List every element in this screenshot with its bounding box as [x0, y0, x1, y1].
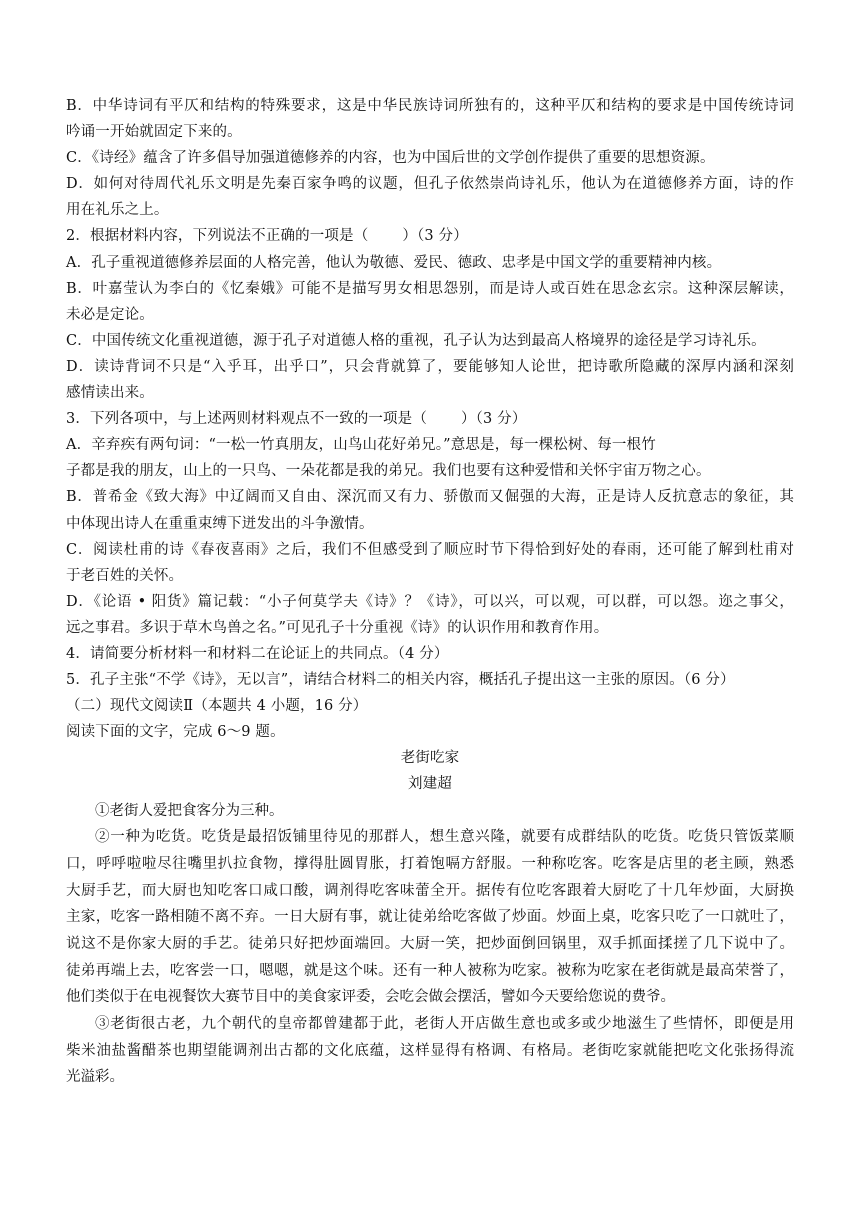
- question-3-stem: 3．下列各项中，与上述两则材料观点不一致的一项是（: [66, 411, 427, 428]
- question-2-score: ）（3 分）: [402, 228, 468, 245]
- paragraph-2-line: 他们类似于在电视餐饮大赛节目中的美食家评委，会吃会做会摆活，譬如今天要给您说的费爷。: [66, 989, 675, 1006]
- q3-option-c-line-2: 于老百姓的关怀。: [66, 567, 184, 584]
- option-b-line-1: B．中华诗词有平仄和结构的特殊要求，这是中华民族诗词所独有的，这种平仄和结构的要求是中国传统诗词: [66, 98, 794, 114]
- paragraph-1: ①老街人爱把食客分为三种。: [95, 802, 284, 819]
- paragraph-2-line: 徒弟再端上去，吃客尝一口，嗯嗯，就是这个味。还有一种人被称为吃家。被称为吃家在老街就是最高荣誉了，: [66, 962, 794, 979]
- story-title: 老街吃家: [400, 750, 460, 767]
- q2-option-b-line-2: 未必是定论。: [66, 306, 154, 323]
- story-author: 刘建超: [408, 776, 452, 793]
- q3-option-b-line-1: B．普希金《致大海》中辽阔而又自由、深沉而又有力、骄傲而又倔强的大海，正是诗人反抗意志的象征，其: [66, 489, 794, 506]
- question-2-stem: 2．根据材料内容，下列说法不正确的一项是（: [66, 228, 369, 245]
- q3-option-d-line-1: D．《论语 • 阳货》篇记载：“小子何莫学夫《诗》？《诗》，可以兴，可以观，可以群，可以怨。迩之事父，: [66, 593, 794, 610]
- q2-option-a: A．孔子重视道德修养层面的人格完善，他认为敬德、爱民、德政、忠孝是中国文学的重要精神内核。: [66, 254, 722, 271]
- option-d-line-1: D．如何对待周代礼乐文明是先秦百家争鸣的议题，但孔子依然崇尚诗礼乐，他认为在道德修养方面，诗的作: [66, 176, 794, 193]
- q3-option-c-line-1: C．阅读杜甫的诗《春夜喜雨》之后，我们不但感受到了顺应时节下得恰到好处的春雨，还可能了解到杜甫对: [66, 541, 794, 558]
- question-4: 4．请简要分析材料一和材料二在论证上的共同点。（4 分）: [66, 645, 449, 662]
- question-2: [66, 223, 794, 249]
- paragraph-2-line: 口，呼呼啦啦尽往嘴里扒拉食物，撑得肚圆胃胀，打着饱嗝方舒服。一种称吃客。吃客是店里的老主顾，熟悉: [66, 855, 794, 872]
- option-c-line: C．《诗经》蕴含了许多倡导加强道德修养的内容，也为中国后世的文学创作提供了重要的思想资源。: [66, 150, 715, 167]
- q3-option-b-line-2: 中体现出诗人在重重束缚下迸发出的斗争激情。: [66, 515, 374, 532]
- q2-option-d-line-2: 感情读出来。: [66, 385, 154, 402]
- q3-option-a-line-2: 子都是我的朋友，山上的一只鸟、一朵花都是我的弟兄。我们也要有这种爱惜和关怀宇宙万物之心。: [66, 463, 711, 480]
- q2-option-d-line-1: D．读诗背词不只是“入乎耳，出乎口”，只会背就算了，要能够知人论世，把诗歌所隐藏的深厚内涵和深刻: [66, 358, 794, 375]
- question-3: [66, 406, 794, 432]
- paragraph-2-line: ②一种为吃货。吃货是最招饭铺里待见的那群人，想生意兴隆，就要有成群结队的吃货。吃货只管饭菜顺: [95, 829, 794, 846]
- paragraph-3-line: 光溢彩。: [66, 1069, 124, 1086]
- q3-option-d-line-2: 远之事君。多识于草木鸟兽之名。”可见孔子十分重视《诗》的认识作用和教育作用。: [66, 619, 609, 636]
- question-5: 5．孔子主张“不学《诗》，无以言”，请结合材料二的相关内容，概括孔子提出这一主张的原因。（6 分）: [66, 672, 735, 689]
- paragraph-2-line: 大厨手艺，而大厨也知吃客口咸口酸，调剂得吃客味蕾全开。据传有位吃客跟着大厨吃了十几年炒面，大厨换: [66, 882, 794, 899]
- paragraph-2-line: 说这不是你家大厨的手艺。徒弟只好把炒面端回。大厨一笑，把炒面倒回锅里，双手抓面揉搓了几下说中了。: [66, 935, 794, 952]
- q2-option-c: C．中国传统文化重视道德，源于孔子对道德人格的重视，孔子认为达到最高人格境界的途径是学习诗礼乐。: [66, 332, 766, 349]
- option-d-line-2: 用在礼乐之上。: [66, 202, 169, 219]
- section-heading: （二）现代文阅读Ⅱ（本题共 4 小题，16 分）: [66, 698, 368, 715]
- paragraph-3-line: 柴米油盐酱醋茶也期望能调剂出古都的文化底蕴，这样显得有格调、有格局。老街吃家就能把吃文化张扬得流: [66, 1042, 794, 1059]
- paragraph-2-line: 主家，吃客一路相随不离不弃。一日大厨有事，就让徒弟给吃客做了炒面。炒面上桌，吃客只吃了一口就吐了，: [66, 909, 794, 926]
- q3-option-a-line-1: A．辛弃疾有两句词：“一松一竹真朋友，山鸟山花好弟兄。”意思是，每一棵松树、每一根竹: [66, 437, 656, 454]
- reading-instruction: 阅读下面的文字，完成 6～9 题。: [66, 724, 285, 741]
- question-3-score: ）（3 分）: [460, 411, 527, 428]
- document-page: [66, 93, 794, 1091]
- q2-option-b-line-1: B．叶嘉莹认为李白的《忆秦娥》可能不是描写男女相思怨别，而是诗人或百姓在思念玄宗。这种深层解读，: [66, 280, 794, 297]
- paragraph-3-line: ③老街很古老，九个朝代的皇帝都曾建都于此，老街人开店做生意也或多或少地滋生了些情怀，即便是用: [95, 1016, 794, 1033]
- option-b-line-2: 吟诵一开始就固定下来的。: [66, 124, 242, 141]
